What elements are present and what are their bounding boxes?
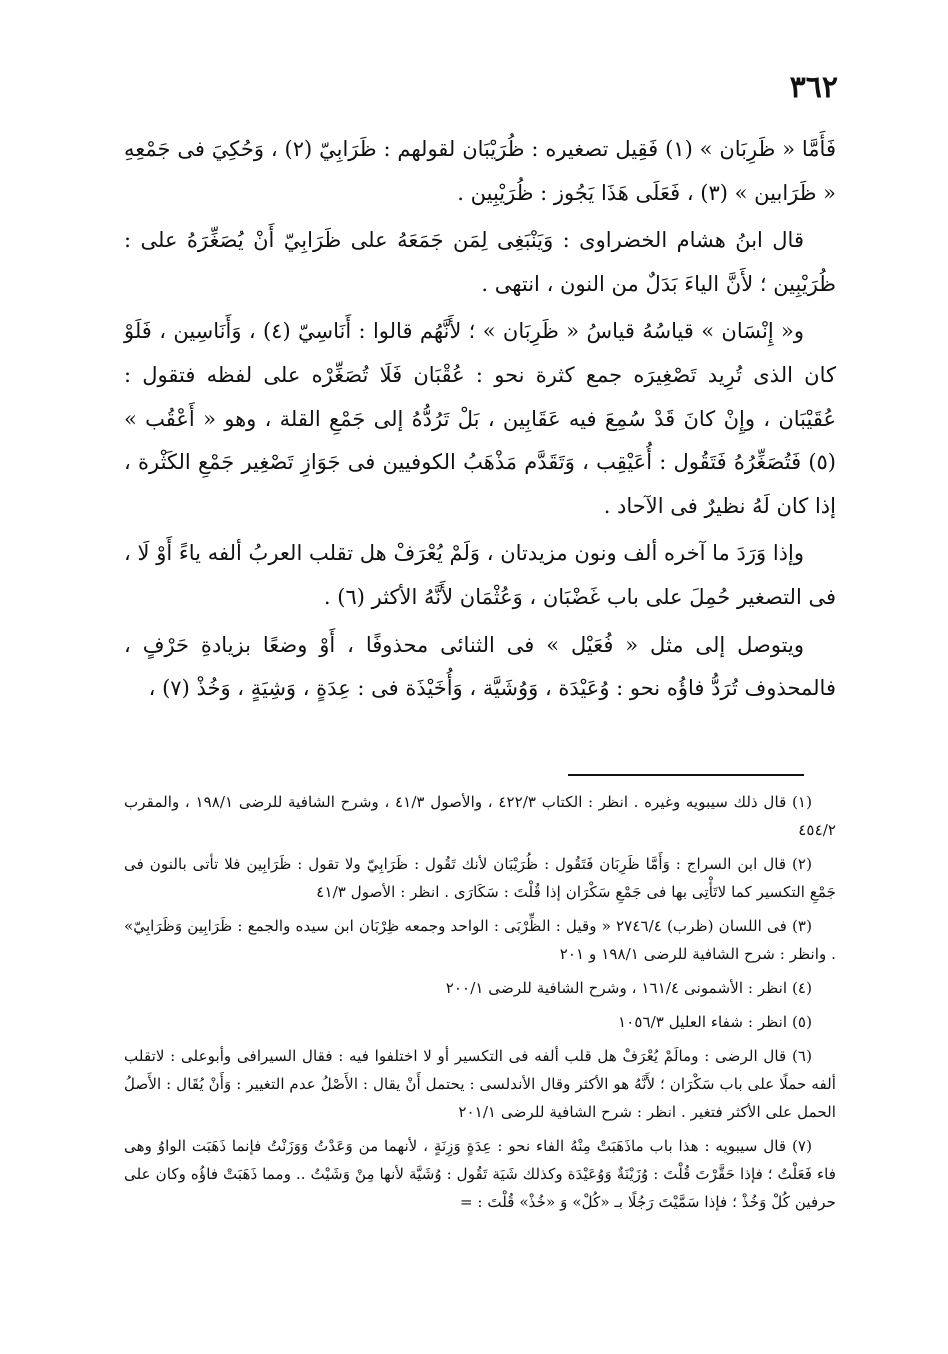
paragraph: وإذا وَرَدَ ما آخره ألف ونون مزيدتان ، وَلَمْ يُعْرَفْ هل تقلب العربُ ألفه ياءً أَوْ لَا ، فى التصغير حُمِلَ على باب غَضْبَان ، وَعُثْمَان لأَنَّهُ الأكثر (٦) . [124, 541, 836, 609]
footnote-divider [568, 774, 804, 776]
footnote: (٣) فى اللسان (ظرب) ٢٧٤٦/٤ « وقيل : الظِّرْبَى : الواحد وجمعه ظِرْبَان ابن سيده والجمع : ظَرَابِين وَظَرَابِيّ» . وانظر : شرح الشافية للرضى ١٩٨/١ و ٢٠١ [124, 917, 836, 963]
main-text [124, 128, 836, 715]
footnote: (٤) انظر : الأشمونى ١٦١/٤ ، وشرح الشافية للرضى ٢٠٠/١ [445, 979, 812, 997]
footnotes [124, 788, 836, 1222]
footnote: (١) قال ذلك سيبويه وغيره . انظر : الكتاب ٤٢٢/٣ ، والأصول ٤١/٣ ، وشرح الشافية للرضى ١٩٨/١ ، والمقرب ٤٥٤/٢ [124, 793, 836, 839]
paragraph: ويتوصل إلى مثل « فُعَيْل » فى الثنائى محذوفًا ، أَوْ وضعًا بزيادةِ حَرْفٍ ، فالمحذوف تُرَدُّ فاؤُه نحو : وُعَيْدَة ، وَوُشَيَّة ، وَأُخَيْذَة فى : عِدَةٍ ، وَشِيَةٍ ، وَخُذْ (٧) ، [124, 632, 836, 701]
footnote: (٧) قال سيبويه : هذا باب ماذَهَبَتْ مِنْهُ الفاء نحو : عِدَةٍ وَزِنَةٍ ، لأنهما من وَعَدْتُ وَوَزَنْتُ فإنما ذَهَبَت الواوُ وهى فاء فَعَلْتُ ؛ فإذا حَقَّرْتَ قُلْتَ : وُزَيْنَةٌ وَوُعَيْدَة وكذلك شَيَة تَقُول : وُشَيَّة لأنها مِنْ وَشَيْتُ .. ومما ذَهَبَتْ فاؤُه وكان على حرفين كُلْ وَخُذْ ؛ فإذا سَمَّيْتَ رَجُلًا بـ «كُلْ» وَ «خُذْ» قُلْتَ : = [124, 1137, 836, 1211]
footnote: (٢) قال ابن السراج : وَأَمَّا ظَرِبَان فَتَقُول : ظُرَيْبَان لأنك تَقُول : ظَرَابِيّ ولا تقول : ظَرَابِين فلا تأتى بالنون فى جَمْعِ التكسير كما لاتَأْتِى بها فى جَمْعِ سَكْرَان إذا قُلْتَ : سَكَارَى . انظر : الأصول ٤١/٣ [124, 855, 836, 901]
paragraph: قال ابنُ هشام الخضراوى : وَيَنْبَغِى لِمَن جَمَعَهُ على ظَرَابِيّ أَنْ يُصَغِّرَهُ على : ظُرَيْبِين ؛ لأَنَّ الياءَ بَدَلٌ من النون ، انتهى . [124, 228, 836, 296]
footnote: (٥) انظر : شفاء العليل ١٠٥٦/٣ [618, 1013, 812, 1031]
paragraph: و« إِنْسَان » قياسُهُ قياسُ « ظَرِبَان » ؛ لأَنَّهُم قالوا : أَنَاسِيّ (٤) ، وَأَنَاسِين ، فَلَوْ كان الذى تُرِيد تَصْغِيرَه جمع كثرة نحو : عُقْبَان فَلَا تُصَغِّرْه على لفظه فتقول : عُقَيْبَان ، وإِنْ كانَ قَدْ سُمِعَ فيه عَقَابِين ، بَلْ تَرُدُّهُ إلى جَمْعِ القلة ، وهو « أَعْقُب » (٥) فَتُصَغِّرُهُ فَتَقُول : أُعَيْقِب ، وَتَقَدَّم مَذْهَبُ الكوفيين فى جَوَازِ تَصْغِير جَمْعِ الكَثْرة ، إذا كان لَهُ نظيرٌ فى الآحاد . [124, 319, 836, 518]
page-number: ٣٦٢ [789, 70, 838, 105]
footnote: (٦) قال الرضى : ومالَمْ يُعْرَفْ هل قلب ألفه فى التكسير أو لا اختلفوا فيه : فقال السيرافى وأبوعلى : لاتقلب ألفه حملًا على باب سَكْرَان ؛ لأَنَّهُ هو الأكثر وقال الأندلسى : يحتمل أَنْ يقال : الأَصْلُ عدم التغيير : وَأَنْ يُقَال : الأَصلُ الحمل على الأكثر فتغير . انظر : شرح الشافية للرضى ٢٠١/١ [124, 1047, 836, 1121]
paragraph: فَأَمَّا « ظَرِبَان » (١) فَقِيل تصغيره : ظُرَيْبَان لقولهم : ظَرَابِيّ (٢) ، وَحُكِيَ فى جَمْعِهِ « ظَرَابين » (٣) ، فَعَلَى هَذَا يَجُوز : ظُرَيْبِين . [124, 137, 836, 205]
